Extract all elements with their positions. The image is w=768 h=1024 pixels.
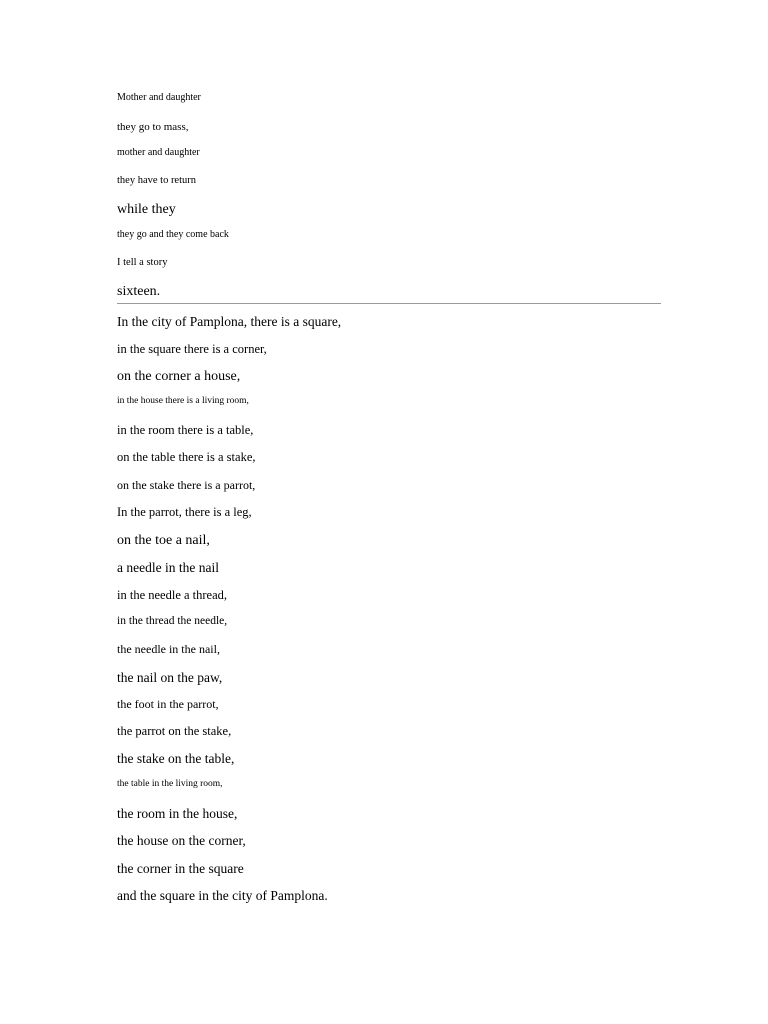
intro-line: sixteen. (117, 284, 161, 299)
poem-line: the room in the house, (117, 806, 238, 821)
intro-line: they go and they come back (117, 229, 229, 240)
poem-line: the stake on the table, (117, 751, 235, 766)
poem-line: in the room there is a table, (117, 423, 254, 437)
poem-line: in the needle a thread, (117, 588, 228, 602)
poem-line: the table in the living room, (117, 779, 223, 789)
poem-line: on the corner a house, (117, 369, 241, 384)
horizontal-divider (117, 303, 661, 304)
poem-line: on the stake there is a parrot, (117, 478, 256, 492)
poem-line: the parrot on the stake, (117, 724, 232, 738)
poem-line: in the house there is a living room, (117, 396, 249, 406)
poem-line: a needle in the nail (117, 560, 219, 575)
poem-line: the house on the corner, (117, 833, 246, 848)
intro-line: mother and daughter (117, 147, 200, 158)
poem-line: the nail on the paw, (117, 670, 223, 685)
poem-line: in the square there is a corner, (117, 342, 267, 356)
intro-line: Mother and daughter (117, 92, 201, 103)
poem-line: in the thread the needle, (117, 615, 228, 627)
poem-line: the needle in the nail, (117, 642, 220, 656)
intro-line: while they (117, 202, 176, 217)
poem-line: and the square in the city of Pamplona. (117, 888, 328, 903)
intro-line: they go to mass, (117, 121, 189, 133)
poem-line: the foot in the parrot, (117, 697, 219, 711)
poem-line: on the table there is a stake, (117, 450, 256, 464)
poem-line: the corner in the square (117, 861, 244, 876)
poem-line: In the city of Pamplona, there is a square, (117, 314, 342, 329)
intro-line: I tell a story (117, 257, 168, 268)
poem-line: on the toe a nail, (117, 533, 210, 548)
poem-line: In the parrot, there is a leg, (117, 505, 252, 519)
intro-line: they have to return (117, 175, 197, 186)
